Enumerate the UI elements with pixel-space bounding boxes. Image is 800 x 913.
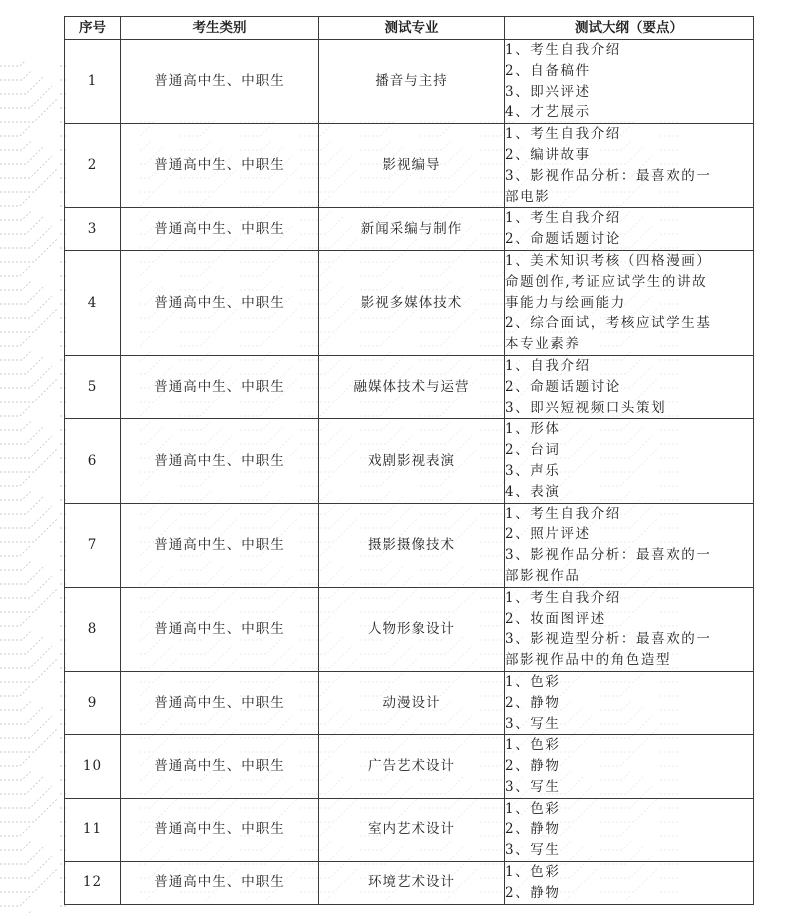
row-number: 4 bbox=[65, 250, 121, 355]
test-major: 融媒体技术与运营 bbox=[319, 355, 505, 418]
test-major: 环境艺术设计 bbox=[319, 862, 505, 905]
candidate-category: 普通高中生、中职生 bbox=[121, 40, 319, 124]
test-outline bbox=[505, 671, 754, 734]
test-major: 新闻采编与制作 bbox=[319, 208, 505, 251]
outline-line: 3、即兴短视频口头策划 bbox=[505, 399, 667, 416]
outline-line: 1、考生自我介绍 bbox=[505, 505, 621, 522]
row-number: 9 bbox=[65, 671, 121, 734]
test-major: 戏剧影视表演 bbox=[319, 419, 505, 503]
header-outline: 测试大纲（要点） bbox=[505, 17, 754, 40]
candidate-category: 普通高中生、中职生 bbox=[121, 355, 319, 418]
test-major: 影视多媒体技术 bbox=[319, 250, 505, 355]
table-header bbox=[65, 17, 754, 40]
table-row bbox=[65, 208, 754, 251]
test-outline bbox=[505, 735, 754, 798]
outline-line: 3、影视造型分析：最喜欢的一 bbox=[505, 631, 712, 648]
test-outline bbox=[505, 798, 754, 861]
test-outline bbox=[505, 862, 754, 905]
outline-line: 1、考生自我介绍 bbox=[505, 589, 621, 606]
candidate-category: 普通高中生、中职生 bbox=[121, 671, 319, 734]
outline-line: 3、写生 bbox=[505, 778, 561, 795]
outline-line: 3、影视作品分析：最喜欢的一 bbox=[505, 167, 712, 184]
test-outline bbox=[505, 124, 754, 208]
outline-line: 1、色彩 bbox=[505, 800, 561, 817]
outline-line: 命题创作,考证应试学生的讲故 bbox=[505, 273, 708, 290]
table-body bbox=[65, 40, 754, 905]
outline-line: 3、写生 bbox=[505, 715, 561, 732]
row-number: 11 bbox=[65, 798, 121, 861]
candidate-category: 普通高中生、中职生 bbox=[121, 862, 319, 905]
outline-line: 2、台词 bbox=[505, 442, 561, 459]
outline-line: 1、自我介绍 bbox=[505, 357, 591, 374]
row-number: 8 bbox=[65, 587, 121, 671]
outline-line: 1、形体 bbox=[505, 421, 561, 438]
test-major: 摄影摄像技术 bbox=[319, 503, 505, 587]
candidate-category: 普通高中生、中职生 bbox=[121, 124, 319, 208]
candidate-category: 普通高中生、中职生 bbox=[121, 587, 319, 671]
row-number: 12 bbox=[65, 862, 121, 905]
outline-line: 本专业素养 bbox=[505, 336, 581, 353]
table-row bbox=[65, 587, 754, 671]
candidate-category: 普通高中生、中职生 bbox=[121, 208, 319, 251]
test-major: 广告艺术设计 bbox=[319, 735, 505, 798]
outline-line: 1、色彩 bbox=[505, 864, 561, 881]
candidate-category: 普通高中生、中职生 bbox=[121, 798, 319, 861]
test-major: 播音与主持 bbox=[319, 40, 505, 124]
header-category: 考生类别 bbox=[121, 17, 319, 40]
table-row bbox=[65, 124, 754, 208]
outline-line: 3、即兴评述 bbox=[505, 83, 591, 100]
outline-line: 4、表演 bbox=[505, 483, 561, 500]
table-row bbox=[65, 355, 754, 418]
table-row bbox=[65, 862, 754, 905]
test-outline bbox=[505, 355, 754, 418]
test-outline bbox=[505, 208, 754, 251]
row-number: 5 bbox=[65, 355, 121, 418]
test-outline bbox=[505, 250, 754, 355]
row-number: 2 bbox=[65, 124, 121, 208]
table-row bbox=[65, 671, 754, 734]
table-row bbox=[65, 250, 754, 355]
header-row bbox=[65, 17, 754, 40]
outline-line: 2、照片评述 bbox=[505, 526, 591, 543]
outline-line: 2、命题话题讨论 bbox=[505, 231, 621, 248]
row-number: 3 bbox=[65, 208, 121, 251]
outline-line: 2、妆面图评述 bbox=[505, 610, 606, 627]
outline-line: 1、考生自我介绍 bbox=[505, 126, 621, 143]
test-major: 动漫设计 bbox=[319, 671, 505, 734]
outline-line: 2、静物 bbox=[505, 884, 561, 901]
outline-line: 1、美术知识考核（四格漫画） bbox=[505, 252, 712, 269]
candidate-category: 普通高中生、中职生 bbox=[121, 735, 319, 798]
row-number: 10 bbox=[65, 735, 121, 798]
test-outline bbox=[505, 587, 754, 671]
outline-line: 1、考生自我介绍 bbox=[505, 42, 621, 58]
outline-line: 部电影 bbox=[505, 188, 551, 205]
row-number: 6 bbox=[65, 419, 121, 503]
row-number: 1 bbox=[65, 40, 121, 124]
test-outline bbox=[505, 419, 754, 503]
outline-line: 3、写生 bbox=[505, 842, 561, 859]
outline-line: 3、声乐 bbox=[505, 462, 561, 479]
outline-line: 3、影视作品分析：最喜欢的一 bbox=[505, 547, 712, 564]
outline-line: 2、静物 bbox=[505, 758, 561, 775]
test-major: 人物形象设计 bbox=[319, 587, 505, 671]
table-row bbox=[65, 503, 754, 587]
exam-outline-table bbox=[64, 16, 754, 905]
test-outline bbox=[505, 503, 754, 587]
test-major: 室内艺术设计 bbox=[319, 798, 505, 861]
candidate-category: 普通高中生、中职生 bbox=[121, 503, 319, 587]
outline-line: 1、考生自我介绍 bbox=[505, 210, 621, 227]
outline-line: 部影视作品 bbox=[505, 567, 581, 584]
header-major: 测试专业 bbox=[319, 17, 505, 40]
outline-line: 1、色彩 bbox=[505, 737, 561, 754]
header-no: 序号 bbox=[65, 17, 121, 40]
outline-line: 部影视作品中的角色造型 bbox=[505, 652, 672, 669]
outline-line: 4、才艺展示 bbox=[505, 104, 591, 121]
outline-line: 1、色彩 bbox=[505, 673, 561, 690]
outline-line: 2、自备稿件 bbox=[505, 62, 591, 79]
table-row bbox=[65, 798, 754, 861]
outline-line: 2、静物 bbox=[505, 694, 561, 711]
test-major: 影视编导 bbox=[319, 124, 505, 208]
outline-line: 2、编讲故事 bbox=[505, 146, 591, 163]
table-row bbox=[65, 419, 754, 503]
outline-line: 2、命题话题讨论 bbox=[505, 378, 621, 395]
table-row bbox=[65, 735, 754, 798]
test-outline bbox=[505, 40, 754, 124]
outline-line: 2、综合面试，考核应试学生基 bbox=[505, 315, 712, 332]
candidate-category: 普通高中生、中职生 bbox=[121, 250, 319, 355]
outline-line: 2、静物 bbox=[505, 821, 561, 838]
candidate-category: 普通高中生、中职生 bbox=[121, 419, 319, 503]
table-row bbox=[65, 40, 754, 124]
outline-line: 事能力与绘画能力 bbox=[505, 294, 626, 311]
row-number: 7 bbox=[65, 503, 121, 587]
